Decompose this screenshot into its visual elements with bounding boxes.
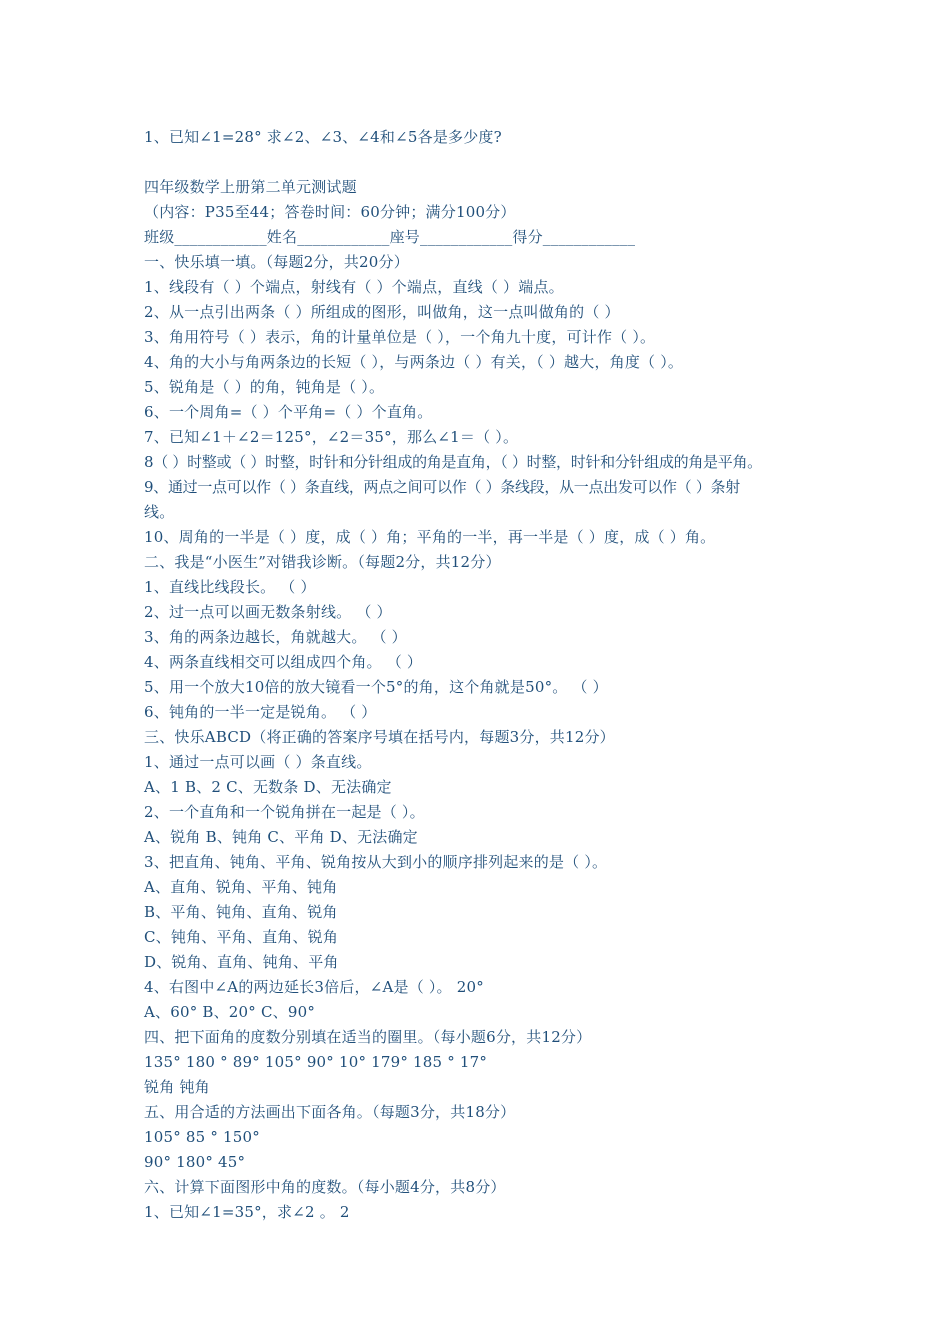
- answer-options: A、60° B、20° C、90°: [144, 1003, 316, 1021]
- question-line: 1、线段有（ ）个端点，射线有（ ）个端点，直线（ ）端点。: [144, 278, 564, 296]
- question-line: 2、过一点可以画无数条射线。 （ ）: [144, 603, 392, 621]
- section-heading-3: 三、快乐ABCD（将正确的答案序号填在括号内，每题3分，共12分）: [144, 728, 615, 746]
- question-line: 6、钝角的一半一定是锐角。 （ ）: [144, 703, 377, 721]
- answer-option: A、直角、锐角、平角、钝角: [144, 878, 338, 896]
- answer-options: A、1 B、2 C、无数条 D、无法确定: [144, 778, 392, 796]
- section-heading-5: 五、用合适的方法画出下面各角。（每题3分，共18分）: [144, 1103, 516, 1121]
- question-line: 2、从一点引出两条（ ）所组成的图形，叫做角，这一点叫做角的（ ）: [144, 303, 620, 321]
- question-line: 4、角的大小与角两条边的长短（ ），与两条边（ ）有关，（ ）越大，角度（ ）。: [144, 353, 684, 371]
- angle-list: 135° 180 ° 89° 105° 90° 10° 179° 185 ° 17°: [144, 1053, 488, 1071]
- answer-options: A、锐角 B、钝角 C、平角 D、无法确定: [144, 828, 418, 846]
- question-line: 8（ ）时整或（ ）时整，时针和分针组成的角是直角，（ ）时整，时针和分针组成的角是平角。: [144, 453, 762, 471]
- angle-list: 105° 85 ° 150°: [144, 1128, 260, 1146]
- question-line: 6、一个周角=（ ）个平角=（ ）个直角。: [144, 403, 433, 421]
- section-heading-2: 二、我是“小医生”对错我诊断。（每题2分，共12分）: [144, 553, 501, 571]
- question-line: 3、角的两条边越长，角就越大。 （ ）: [144, 628, 407, 646]
- question-line: 10、周角的一半是（ ）度，成（ ）角；平角的一半，再一半是（ ）度，成（ ）角。: [144, 528, 716, 546]
- intro-question: 1、已知∠1=28° 求∠2、∠3、∠4和∠5各是多少度?: [144, 128, 502, 146]
- answer-option: B、平角、钝角、直角、锐角: [144, 903, 338, 921]
- question-line: 4、两条直线相交可以组成四个角。 （ ）: [144, 653, 423, 671]
- question-line: 3、角用符号（ ）表示，角的计量单位是（ ），一个角九十度，可计作（ ）。: [144, 328, 656, 346]
- question-line: 4、右图中∠A的两边延长3倍后，∠A是（ ）。 20°: [144, 978, 484, 996]
- question-line: 1、通过一点可以画（ ）条直线。: [144, 753, 372, 771]
- question-line-continued: 线。: [144, 503, 175, 521]
- section-heading-6: 六、计算下面图形中角的度数。（每小题4分，共8分）: [144, 1178, 506, 1196]
- question-line: 9、通过一点可以作（ ）条直线，两点之间可以作（ ）条线段，从一点出发可以作（ ）条射: [144, 478, 740, 496]
- angle-categories: 锐角 钝角: [144, 1078, 210, 1096]
- document-title: 四年级数学上册第二单元测试题: [144, 178, 357, 196]
- section-heading-1: 一、快乐填一填。（每题2分，共20分）: [144, 253, 409, 271]
- angle-list: 90° 180° 45°: [144, 1153, 246, 1171]
- question-line: 2、一个直角和一个锐角拼在一起是（ ）。: [144, 803, 425, 821]
- question-line: 3、把直角、钝角、平角、锐角按从大到小的顺序排列起来的是（ ）。: [144, 853, 608, 871]
- question-line: 1、已知∠1=35°，求∠2 。 2: [144, 1203, 350, 1221]
- answer-option: D、锐角、直角、钝角、平角: [144, 953, 339, 971]
- answer-option: C、钝角、平角、直角、锐角: [144, 928, 339, 946]
- student-info-line: 班级____________姓名____________座号____________得分____________: [144, 228, 636, 246]
- question-line: 1、直线比线段长。 （ ）: [144, 578, 316, 596]
- question-line: 7、已知∠1＋∠2＝125°，∠2＝35°，那么∠1＝（ ）。: [144, 428, 519, 446]
- question-line: 5、锐角是（ ）的角，钝角是（ ）。: [144, 378, 385, 396]
- document-subtitle: （内容：P35至44；答卷时间：60分钟；满分100分）: [144, 203, 516, 221]
- section-heading-4: 四、把下面角的度数分别填在适当的圈里。（每小题6分，共12分）: [144, 1028, 592, 1046]
- question-line: 5、用一个放大10倍的放大镜看一个5°的角，这个角就是50°。 （ ）: [144, 678, 608, 696]
